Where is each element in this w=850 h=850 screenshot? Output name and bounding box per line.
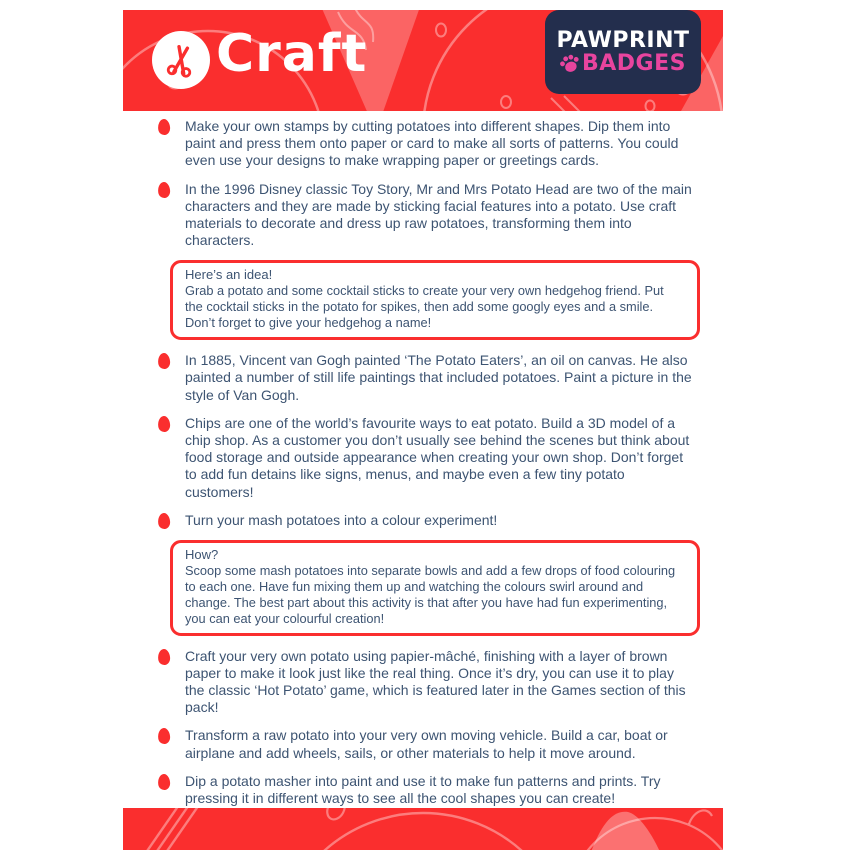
- potato-doodle-pattern: [123, 808, 723, 850]
- callout-body: Grab a potato and some cocktail sticks to create your very own hedgehog friend. Put the cocktail sticks in the potato for spikes, then add some googly eyes and a smile. Don’t forget to give your hedgehog a name!: [185, 283, 664, 331]
- pawprint-badges-logo: [545, 10, 701, 94]
- activity-text: Craft your very own potato using papier-mâché, finishing with a layer of brown paper to make it look just like the real thing. Once it’s dry, you can use it to play the classic ‘Hot Potato’ game, which is featured later in the Games section of this pack!: [185, 647, 686, 716]
- callout-body: Scoop some mash potatoes into separate bowls and add a few drops of food colouring to each one. Have fun mixing them up and watching the colours swirl around and change. The best part about this activity is that after you have had fun experimenting, you can eat your colourful creation!: [185, 562, 676, 626]
- footer-doodles: [123, 808, 723, 850]
- potato-bullet-icon: [157, 352, 171, 369]
- activity-text: Make your own stamps by cutting potatoes into different shapes. Dip them into paint and press them onto paper or card to make all sorts of patterns. You could even use your designs to make wrapping paper or greetings cards.: [185, 118, 679, 169]
- activity-text: Dip a potato masher into paint and use it to make fun patterns and prints. Try pressing it in different ways to see all the cool shapes you can create!: [185, 772, 661, 807]
- activity-text: Transform a raw potato into your very own moving vehicle. Build a car, boat or airplane and add wheels, sails, or other materials to help it move around.: [185, 727, 668, 761]
- activity-bullet-item: [123, 352, 723, 404]
- potato-bullet-icon: [157, 728, 171, 745]
- logo-badges-row: [560, 52, 686, 75]
- potato-bullet-icon: [157, 773, 171, 790]
- potato-bullet-icon: [157, 648, 171, 665]
- activity-bullet-item: [123, 512, 723, 529]
- scissors-icon: [161, 40, 200, 79]
- activity-text: In the 1996 Disney classic Toy Story, Mr and Mrs Potato Head are two of the main characters and they are made by sticking facial features into a potato. Use craft materials to decorate and dress up raw potatoes, transforming them into characters.: [185, 180, 692, 249]
- activity-bullet-item: [123, 648, 723, 717]
- callout-title: Here’s an idea!: [185, 267, 273, 283]
- activity-text: In 1885, Vincent van Gogh painted ‘The Potato Eaters’, an oil on canvas. He also painted a number of still life paintings that included potatoes. Paint a picture in the style of Van Gogh.: [185, 352, 692, 403]
- content-list: [123, 118, 723, 818]
- scissors-badge: [152, 31, 210, 89]
- callout-title: How?: [185, 546, 219, 562]
- header-band: [123, 10, 723, 111]
- logo-text-badges: BADGES: [582, 51, 686, 76]
- potato-bullet-icon: [157, 512, 171, 529]
- activity-bullet-item: [123, 415, 723, 501]
- activity-bullet-item: [123, 118, 723, 170]
- logo-text-pawprint: PAWPRINT: [556, 27, 690, 53]
- idea-callout-box: [170, 260, 700, 340]
- paw-icon: [557, 51, 582, 76]
- activity-bullet-item: [123, 727, 723, 761]
- activity-text: Turn your mash potatoes into a colour experiment!: [185, 511, 498, 528]
- potato-bullet-icon: [157, 118, 171, 135]
- potato-bullet-icon: [157, 181, 171, 198]
- potato-bullet-icon: [157, 415, 171, 432]
- page-title: Craft: [216, 24, 368, 84]
- activity-bullet-item: [123, 773, 723, 807]
- activity-text: Chips are one of the world’s favourite ways to eat potato. Build a 3D model of a chip shop. As a customer you don’t usually see behind the scenes but think about food storage and outside appearance when creating your own shop. Don’t forget to add fun detains like signs, menus, and maybe even a few tiny potato customers!: [185, 414, 690, 500]
- activity-bullet-item: [123, 181, 723, 250]
- footer-band: [123, 808, 723, 850]
- idea-callout-box: [170, 540, 700, 636]
